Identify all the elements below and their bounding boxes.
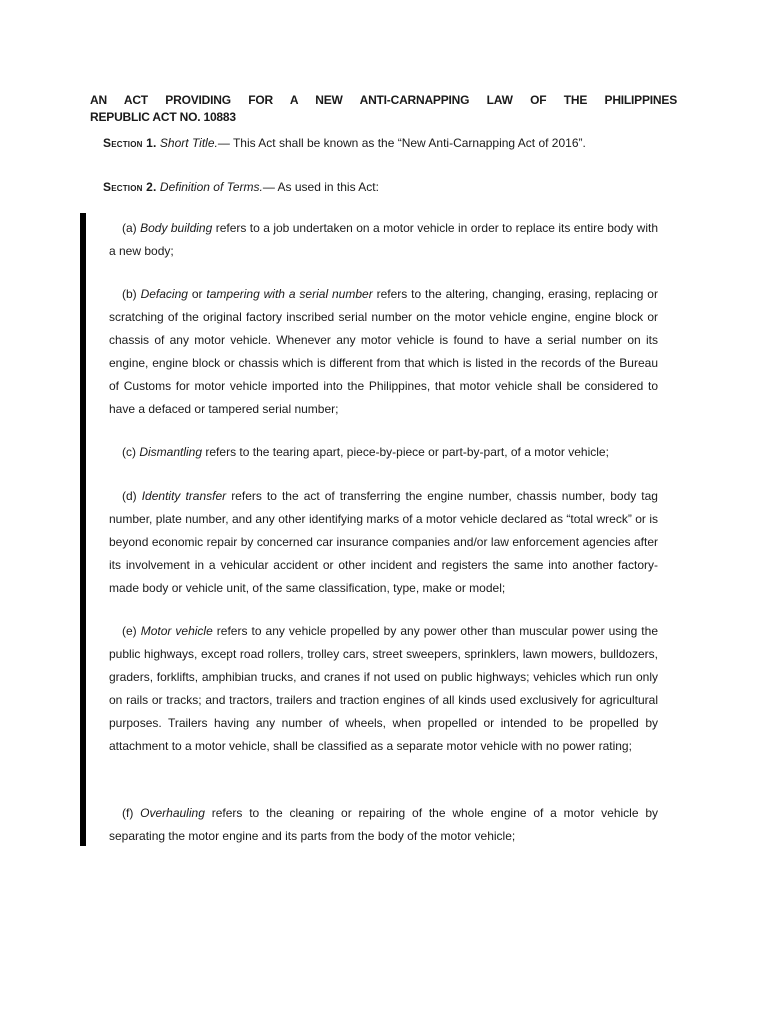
definition-text: refers to the cleaning or repairing of the whole engine of a motor vehicle by separating the motor engine and its parts from the body of the motor vehicle; <box>109 806 658 843</box>
section-2-label: Section 2. <box>103 180 157 194</box>
definition-marker: (a) <box>122 221 137 235</box>
section-1-text: — This Act shall be known as the “New Anti-Carnapping Act of 2016”. <box>217 136 586 150</box>
definition-f <box>109 802 658 848</box>
definition-marker: (e) <box>122 624 137 638</box>
definition-marker: (c) <box>122 445 136 459</box>
section-2 <box>103 180 379 194</box>
section-2-text: — As used in this Act: <box>262 180 379 194</box>
definition-term: Overhauling <box>140 806 205 820</box>
definition-a <box>109 217 658 263</box>
definition-text: refers to a job undertaken on a motor vehicle in order to replace its entire body with a new body; <box>109 221 659 258</box>
section-2-heading: Definition of Terms. <box>159 180 263 194</box>
section-1-label: Section 1. <box>103 136 157 150</box>
definition-term: tampering with a serial number <box>206 287 373 301</box>
change-bar <box>80 213 86 846</box>
definition-term: Defacing <box>140 287 188 301</box>
definition-d <box>109 485 658 600</box>
republic-act-number: REPUBLIC ACT NO. 10883 <box>90 110 236 124</box>
section-1-heading: Short Title. <box>159 136 218 150</box>
definition-connector: or <box>191 287 203 301</box>
definition-marker: (b) <box>122 287 137 301</box>
definition-e <box>109 620 658 758</box>
definition-text: refers to the act of transferring the engine number, chassis number, body tag number, plate number, and any other identifying marks of a motor vehicle declared as “total wreck” or is beyond economic repair by concerned car insurance companies and/or law enforcement agencies after its involvement in a vehicular accident or other incident and registers the same into another factory-made body or vehicle unit, of the same classification, type, make or model; <box>109 489 658 595</box>
definition-marker: (d) <box>122 489 137 503</box>
definition-marker: (f) <box>122 806 134 820</box>
definition-term: Dismantling <box>139 445 203 459</box>
definition-c <box>109 441 658 464</box>
definition-b <box>109 283 658 421</box>
definition-term: Identity transfer <box>141 489 227 503</box>
definition-text: refers to any vehicle propelled by any power other than muscular power using the public highways, except road rollers, trolley cars, street sweepers, sprinklers, lawn mowers, bulldozers, graders, forklifts, amphibian trucks, and cranes if not used on public highways; vehicles which run only on rails or tracks; and tractors, trailers and traction engines of all kinds used exclusively for agricultural purposes. Trailers having any number of wheels, when propelled or intended to be propelled by attachment to a motor vehicle, shall be classified as a separate motor vehicle with no power rating; <box>109 624 658 753</box>
definition-term: Motor vehicle <box>140 624 213 638</box>
definition-text: refers to the altering, changing, erasing, replacing or scratching of the original factory inscribed serial number on the motor vehicle engine, engine block or chassis of any motor vehicle. Whenever any motor vehicle is found to have a serial number on its engine, engine block or chassis which is different from that which is listed in the records of the Bureau of Customs for motor vehicle imported into the Philippines, that motor vehicle shall be considered to have a defaced or tampered serial number; <box>109 287 658 416</box>
definition-text: refers to the tearing apart, piece-by-piece or part-by-part, of a motor vehicle; <box>205 445 609 459</box>
definition-term: Body building <box>140 221 213 235</box>
act-title: AN ACT PROVIDING FOR A NEW ANTI-CARNAPPING LAW OF THE PHILIPPINES <box>90 93 677 107</box>
section-1 <box>103 136 586 150</box>
